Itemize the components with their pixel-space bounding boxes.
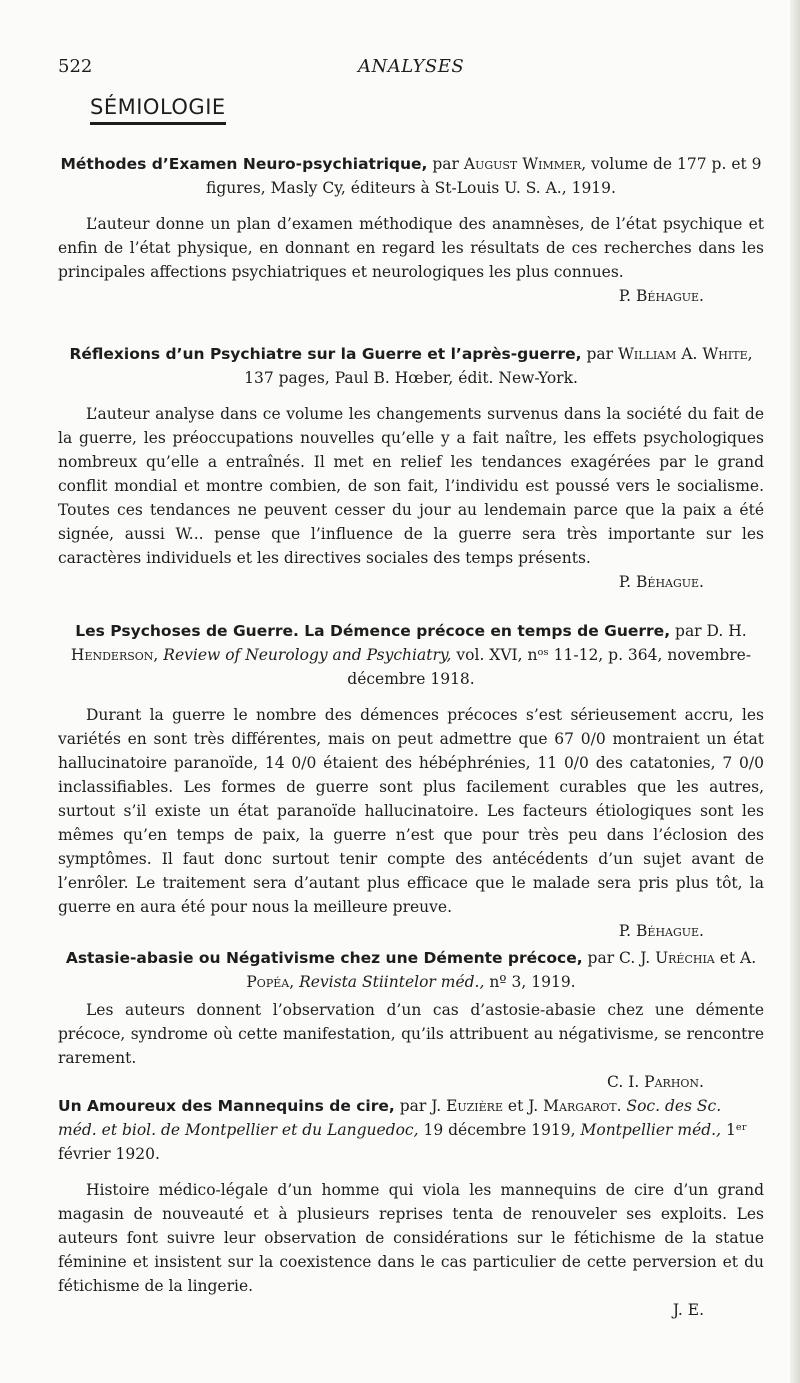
- ref-text: par: [427, 155, 464, 173]
- review-body: Durant la guerre le nombre des démences précoces s’est sérieusement accru, les variétés en sont très différentes, mais on peut admettre que 67 0/0 montraient un état hallucinatoire paranoïde, 14 0/0 étaient des hébéphrénies, 11 0/0 des catatonies, 7 0/0 inclassifiables. Les formes de guerre sont plus facilement curables que les autres, surtout s’il existe un état paranoïde hallucinatoire. Les facteurs étiologiques sont les mêmes qu’en temps de paix, la guerre n’est que pour très peu dans l’éclosion des symptômes. Il faut donc surtout tenir compte des antécédents d’un sujet avant de l’enrôler. Le traitement sera d’autant plus efficace que le malade sera pris plus tôt, la guerre en aura été pour nous la meilleure preuve.: [58, 706, 764, 916]
- review-signature: P. Béhague.: [618, 922, 704, 940]
- ref-text: et J.: [503, 1097, 544, 1115]
- review-1: [58, 152, 764, 308]
- review-reference: [58, 946, 764, 994]
- running-head: ANALYSES: [358, 56, 465, 77]
- review-signature: J. E.: [672, 1301, 704, 1319]
- review-body: Histoire médico-légale d’un homme qui viola les mannequins de cire d’un grand magasin de nouveauté et à plusieurs reprises tenta de renouveler ses exploits. Les auteurs font suivre leur observation de considérations sur le fétichisme de la statue féminine et insistent sur la coexistence dans le cas particulier de cette perversion et du fétichisme de la lingerie.: [58, 1181, 764, 1295]
- review-author: Euzière: [446, 1097, 503, 1115]
- ref-text: nº 3, 1919.: [484, 973, 576, 991]
- page-header: [58, 56, 748, 84]
- review-body: L’auteur donne un plan d’examen méthodique des anamnèses, de l’état psychique et enfin de l’état physique, en donnant en regard les résultats de ces recherches dans les principales affections psychiatriques et neurologiques les plus connues.: [58, 215, 764, 281]
- ref-text: par: [581, 345, 618, 363]
- review-title: Un Amoureux des Mannequins de cire,: [58, 1097, 395, 1115]
- review-body: L’auteur analyse dans ce volume les changements survenus dans la société du fait de la guerre, les préoccupations nouvelles qu’elle y a fait naître, les effets psychologiques nombreux qu’elle a entraînés. Il met en relief les tendances exagérées par le grand conflit mondial et montre combien, de son fait, l’individu est poussé vers le socialisme. Toutes ces tendances ne peuvent cesser du jour au lendemain parce que la paix a été signée, aussi W... pense que l’influence de la guerre sera très importante sur les caractères individuels et les directives sociales des temps présents.: [58, 405, 764, 567]
- review-author: William A. White,: [617, 345, 753, 363]
- review-reference: [58, 1094, 764, 1166]
- review-title: Réflexions d’un Psychiatre sur la Guerre et l’après-guerre,: [69, 345, 582, 363]
- review-signature: P. Béhague.: [618, 287, 704, 305]
- review-author-2: Margarot.: [543, 1097, 622, 1115]
- review-author: Henderson,: [70, 646, 159, 664]
- review-reference: [58, 342, 764, 390]
- review-3: [58, 619, 764, 943]
- review-2: [58, 342, 764, 594]
- ref-text: et A.: [714, 949, 757, 967]
- review-journal: Soc. des Sc. méd. et biol. de Montpellier et du Languedoc,: [58, 1097, 722, 1139]
- review-reference: [58, 152, 764, 200]
- review-journal-2: Montpellier méd.,: [580, 1121, 722, 1139]
- review-signature: P. Béhague.: [618, 573, 704, 591]
- review-4: [58, 946, 764, 1094]
- review-journal: Review of Neurology and Psychiatry,: [163, 646, 452, 664]
- page-edge: [790, 0, 800, 1383]
- ref-text: volume de 177 p. et 9 figures, Masly Cy, éditeurs à St-Louis U. S. A., 1919.: [206, 155, 762, 197]
- review-title: Les Psychoses de Guerre. La Démence précoce en temps de Guerre,: [75, 622, 671, 640]
- ref-text: 137 pages, Paul B. Hœber, édit. New-York.: [244, 369, 578, 387]
- page-number: 522: [58, 56, 93, 77]
- ref-text: par J.: [394, 1097, 447, 1115]
- ref-text: par D. H.: [670, 622, 747, 640]
- review-title: Astasie-abasie ou Négativisme chez une Démente précoce,: [65, 949, 583, 967]
- section-title: SÉMIOLOGIE: [90, 95, 226, 125]
- review-body: Les auteurs donnent l’observation d’un cas d’astosie-abasie chez une démente précoce, syndrome où cette manifestation, qu’ils attribuent au négativisme, se rencontre rarement.: [58, 1001, 764, 1067]
- review-author: August Wimmer,: [463, 155, 587, 173]
- review-title: Méthodes d’Examen Neuro-psychiatrique,: [60, 155, 428, 173]
- ref-text: par C. J.: [582, 949, 656, 967]
- review-author-2: Popéa,: [246, 973, 295, 991]
- ref-text: 19 décembre 1919,: [418, 1121, 581, 1139]
- review-5: [58, 1094, 764, 1322]
- ref-text: vol. XVI, nᵒˢ 11-12, p. 364, novembre-décembre 1918.: [347, 646, 752, 688]
- review-reference: [58, 619, 764, 691]
- ref-text: 1ᵉʳ février 1920.: [58, 1121, 748, 1163]
- review-signature: C. I. Parhon.: [607, 1073, 704, 1091]
- review-author: Uréchia: [655, 949, 715, 967]
- review-journal: Revista Stiintelor méd.,: [299, 973, 485, 991]
